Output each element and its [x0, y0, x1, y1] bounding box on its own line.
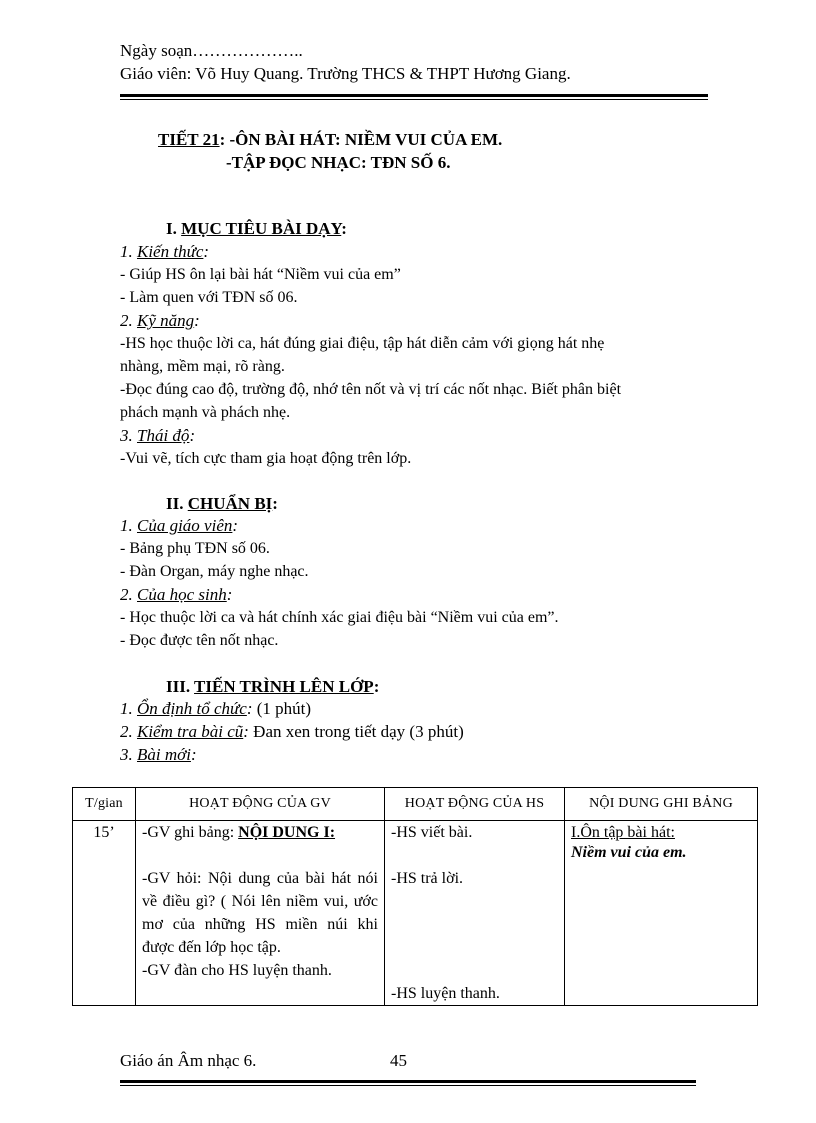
lesson-plan-table	[72, 787, 758, 1006]
col-header-board-content: NỘI DUNG GHI BẢNG	[565, 788, 758, 821]
lesson-title-text: : -ÔN BÀI HÁT: NIỀM VUI CỦA EM.	[219, 130, 503, 149]
teacher-question: -GV hỏi: Nội dung của bài hát nói về điều gì? ( Nói lên niềm vui, ước mơ của những HS miền núi khi được đến lớp học tập.	[142, 870, 378, 956]
table-row	[73, 821, 758, 1006]
cell-student-activity: -HS viết bài. -HS trả lời. -HS luyện thanh.	[385, 821, 565, 1006]
teacher-line: Giáo viên: Võ Huy Quang. Trường THCS & THPT Hương Giang.	[120, 64, 571, 83]
footer-title: Giáo án Âm nhạc 6.	[120, 1051, 257, 1070]
text-line: -HS học thuộc lời ca, hát đúng giai điệu, tập hát diễn cảm với giọng hát nhẹ	[120, 335, 605, 352]
lesson-title-line2: -TẬP ĐỌC NHẠC: TĐN SỐ 6.	[226, 153, 451, 172]
date-line: Ngày soạn………………..	[120, 41, 303, 60]
cell-board-content: I.Ôn tập bài hát: Niềm vui của em.	[565, 821, 758, 1006]
section-heading-objectives: I. MỤC TIÊU BÀI DẠY:	[166, 219, 347, 238]
subheading-skills: 2. Kỹ năng:	[120, 311, 200, 330]
col-header-student-activity: HOẠT ĐỘNG CỦA HS	[385, 788, 565, 821]
text-line: phách mạnh và phách nhẹ.	[120, 404, 291, 421]
cell-teacher-activity: -GV ghi bảng: NỘI DUNG I: -GV hỏi: Nội dung của bài hát nói về điều gì? ( Nói lên niềm vui, ước mơ của những HS miền núi khi được đến lớp học tập. -GV đàn cho HS luyện thanh.	[136, 821, 385, 1006]
text-line: - Đọc được tên nốt nhạc.	[120, 632, 279, 649]
section-heading-preparation: II. CHUẨN BỊ:	[166, 494, 278, 513]
lesson-title-line1	[158, 129, 502, 151]
text-line: - Làm quen với TĐN số 06.	[120, 289, 298, 306]
item-class-organization: 1. Ổn định tổ chức: (1 phút)	[120, 699, 312, 718]
text-line: - Bảng phụ TĐN số 06.	[120, 540, 270, 557]
lesson-number: TIẾT 21	[158, 130, 220, 149]
table-header-row	[73, 788, 758, 821]
page-number: 45	[390, 1051, 407, 1070]
cell-time: 15’	[73, 821, 136, 1006]
text-line: - Đàn Organ, máy nghe nhạc.	[120, 563, 309, 580]
text-line: - Học thuộc lời ca và hát chính xác giai điệu bài “Niềm vui của em”.	[120, 609, 559, 626]
item-homework-check: 2. Kiểm tra bài cũ: Đan xen trong tiết dạy (3 phút)	[120, 722, 464, 741]
text-line: -Vui vẽ, tích cực tham gia hoạt động trên lớp.	[120, 450, 412, 467]
col-header-time: T/gian	[73, 788, 136, 821]
text-line: nhàng, mềm mại, rõ ràng.	[120, 358, 285, 375]
section-heading-procedure: III. TIẾN TRÌNH LÊN LỚP:	[166, 677, 380, 696]
subheading-student: 2. Của học sinh:	[120, 585, 233, 604]
subheading-knowledge: 1. Kiến thức:	[120, 242, 210, 261]
text-line: - Giúp HS ôn lại bài hát “Niềm vui của em”	[120, 266, 401, 283]
text-line: -Đọc đúng cao độ, trường độ, nhớ tên nốt và vị trí các nốt nhạc. Biết phân biệt	[120, 381, 622, 398]
col-header-teacher-activity: HOẠT ĐỘNG CỦA GV	[136, 788, 385, 821]
item-new-lesson: 3. Bài mới:	[120, 745, 197, 764]
subheading-attitude: 3. Thái độ:	[120, 426, 196, 445]
subheading-teacher: 1. Của giáo viên:	[120, 516, 239, 535]
